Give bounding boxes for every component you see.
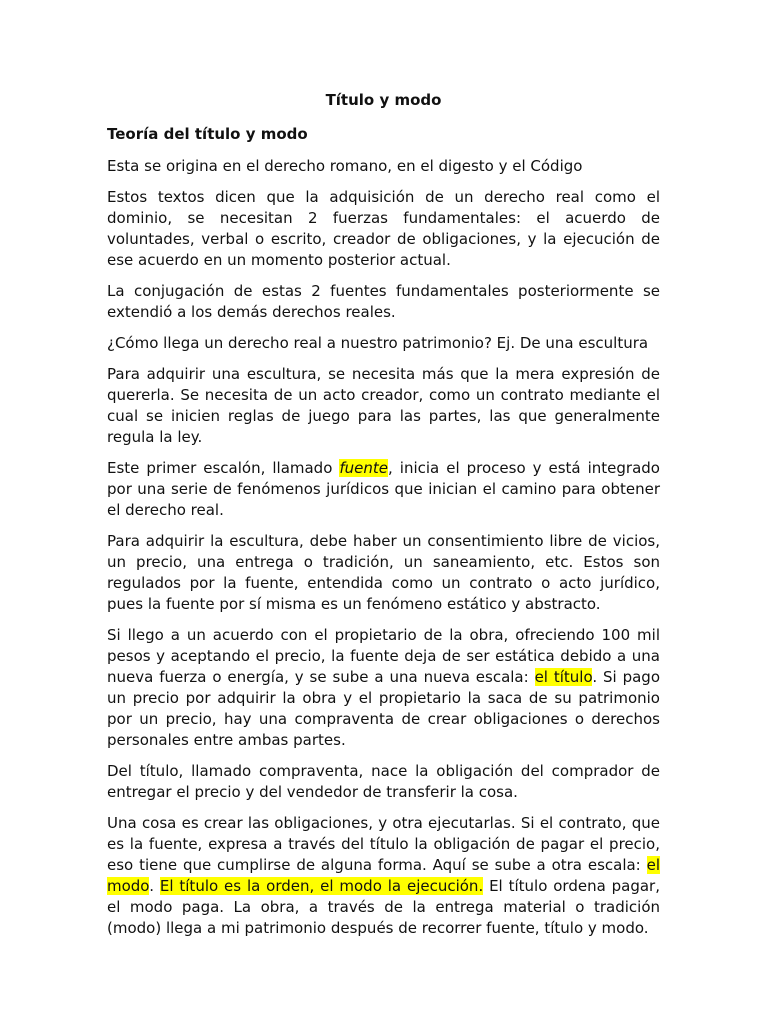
highlight-orden-ejecucion: El título es la orden, el modo la ejecución. [159, 877, 484, 895]
text-segment: Si llego a un acuerdo con el propietario de la obra, ofreciendo 100 mil pesos y aceptando el precio, la fuente deja de ser estática debido a una nueva fuerza o energía, y se sube a una nueva escala: [107, 626, 660, 686]
paragraph-conjugation: La conjugación de estas 2 fuentes fundamentales posteriormente se extendió a los demás derechos reales. [107, 282, 660, 321]
paragraph-texts: Estos textos dicen que la adquisición de un derecho real como el dominio, se necesitan 2 fuerzas fundamentales: el acuerdo de voluntades, verbal o escrito, creador de obligaciones, y la ejecución de ese acuerdo en un momento posterior actual. [107, 188, 660, 269]
page-title: Título y modo [325, 91, 442, 109]
paragraph-modo [107, 813, 660, 939]
paragraph-titulo [107, 625, 660, 751]
text-segment: El título ordena pagar, el modo paga. La obra, a través de la entrega material o tradición (modo) llega a mi patrimonio después de recorrer fuente, título y modo. [107, 877, 660, 937]
text-segment: Una cosa es crear las obligaciones, y otra ejecutarlas. Si el contrato, que es la fuente, expresa a través del título la obligación de pagar el precio, eso tiene que cumplirse de alguna forma. Aquí se sube a otra escala: [107, 814, 660, 874]
document-page [107, 88, 660, 949]
text-segment: , inicia el proceso y está integrado por una serie de fenómenos jurídicos que inician el camino para obtener el derecho real. [107, 459, 660, 519]
paragraph-acquire-sculpture: Para adquirir una escultura, se necesita más que la mera expresión de quererla. Se necesita de un acto creador, como un contrato mediante el cual se inicien reglas de juego para las partes, las que generalmente regula la ley. [107, 365, 660, 446]
text-segment: . [149, 877, 160, 895]
paragraph-question: ¿Cómo llega un derecho real a nuestro patrimonio? Ej. De una escultura [107, 334, 649, 352]
paragraph-compraventa: Del título, llamado compraventa, nace la obligación del comprador de entregar el precio y del vendedor de transferir la cosa. [107, 762, 660, 801]
paragraph-fuente [107, 458, 660, 521]
highlight-fuente: fuente [339, 459, 389, 477]
highlight-modo: el modo [107, 856, 660, 895]
paragraph-consent: Para adquirir la escultura, debe haber un consentimiento libre de vicios, un precio, una entrega o tradición, un saneamiento, etc. Estos son regulados por la fuente, entendida como un contrato o acto jurídico, pues la fuente por sí misma es un fenómeno estático y abstracto. [107, 532, 660, 613]
section-heading: Teoría del título y modo [107, 125, 308, 143]
text-segment: . Si pago un precio por adquirir la obra y el propietario la saca de su patrimonio por un precio, hay una compraventa de crear obligaciones o derechos personales entre ambas partes. [107, 668, 660, 749]
text-segment: Este primer escalón, llamado [107, 459, 340, 477]
paragraph-origin: Esta se origina en el derecho romano, en el digesto y el Código [107, 157, 583, 175]
highlight-titulo: el título [534, 668, 593, 686]
